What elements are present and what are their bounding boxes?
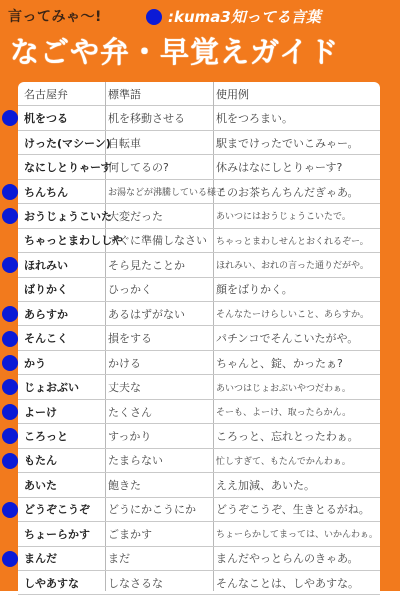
standard-word: あるはずがない bbox=[108, 307, 185, 321]
nagoya-word: よーけ bbox=[24, 405, 57, 419]
usage-example: ええ加減、あいた。 bbox=[216, 478, 315, 492]
usage-example: ほれみい、おれの言った通りだがや。 bbox=[216, 261, 369, 272]
table-row bbox=[18, 155, 380, 179]
usage-example: 休みはなにしとりゃーす? bbox=[216, 161, 343, 175]
table-row bbox=[18, 278, 380, 302]
standard-word: かける bbox=[108, 356, 141, 370]
usage-example: このお茶ちんちんだぎゃあ。 bbox=[216, 185, 359, 199]
known-marker-icon bbox=[2, 502, 18, 518]
nagoya-word: どうぞこうぞ bbox=[24, 503, 90, 517]
standard-word: すぐに準備しなさい bbox=[108, 234, 207, 248]
nagoya-word: ちょーらかす bbox=[24, 527, 90, 541]
legend bbox=[146, 6, 321, 27]
standard-word: たまらない bbox=[108, 454, 163, 468]
known-marker-icon bbox=[2, 453, 18, 469]
known-marker-icon bbox=[2, 184, 18, 200]
table-row bbox=[18, 522, 380, 546]
nagoya-word: あらすか bbox=[24, 307, 68, 321]
usage-example: そんなことは、しやあすな。 bbox=[216, 576, 359, 590]
standard-word: しなさるな bbox=[108, 576, 163, 590]
known-marker-icon bbox=[2, 404, 18, 420]
table-row bbox=[18, 375, 380, 399]
table-row bbox=[18, 571, 380, 595]
nagoya-word: じょおぶい bbox=[24, 381, 79, 395]
usage-example: 机をつろまい。 bbox=[216, 112, 293, 126]
column-header-example: 使用例 bbox=[216, 87, 249, 101]
table-row bbox=[18, 449, 380, 473]
nagoya-word: ころっと bbox=[24, 430, 68, 444]
standard-word: どうにかこうにか bbox=[108, 503, 196, 517]
nagoya-word: もたん bbox=[24, 454, 57, 468]
nagoya-word: なにしとりゃーす bbox=[24, 161, 112, 175]
usage-example: ころっと、忘れとったわぁ。 bbox=[216, 430, 359, 444]
standard-word: すっかり bbox=[108, 430, 152, 444]
table-row bbox=[18, 351, 380, 375]
standard-word: ごまかす bbox=[108, 527, 152, 541]
standard-word: そら見たことか bbox=[108, 258, 185, 272]
table-row bbox=[18, 547, 380, 571]
standard-word: まだ bbox=[108, 552, 130, 566]
standard-word: お湯などが沸騰している様子 bbox=[108, 188, 226, 199]
table-row bbox=[18, 204, 380, 228]
dialect-table bbox=[18, 82, 380, 591]
top-bar bbox=[0, 0, 400, 34]
usage-example: まんだやっとらんのきゃあ。 bbox=[216, 552, 359, 566]
table-row bbox=[18, 131, 380, 155]
nagoya-word: かう bbox=[24, 356, 46, 370]
standard-word: ひっかく bbox=[108, 283, 152, 297]
table-row bbox=[18, 498, 380, 522]
usage-example: ちょーらかしてまっては、いかんわぁ。 bbox=[216, 530, 378, 541]
nagoya-word: しやあすな bbox=[24, 576, 79, 590]
standard-word: 自転車 bbox=[108, 136, 141, 150]
known-marker-icon bbox=[2, 331, 18, 347]
standard-word: たくさん bbox=[108, 405, 152, 419]
usage-example: そんなたーけらしいこと、あらすか。 bbox=[216, 310, 370, 321]
usage-example: そーも、よーけ、取ったらかん。 bbox=[216, 408, 352, 419]
known-marker-icon bbox=[2, 257, 18, 273]
usage-example: 顔をばりかく。 bbox=[216, 283, 293, 297]
known-marker-icon bbox=[2, 379, 18, 395]
subtitle: 言ってみゃ〜! bbox=[8, 9, 102, 25]
table-row bbox=[18, 106, 380, 130]
usage-example: ちゃっとまわしせんとおくれるぞー。 bbox=[216, 236, 369, 247]
nagoya-word: ちんちん bbox=[24, 185, 68, 199]
table-row bbox=[18, 180, 380, 204]
table-row bbox=[18, 424, 380, 448]
usage-example: あいつはじょおぶいやつだわぁ。 bbox=[216, 383, 351, 394]
nagoya-word: そんこく bbox=[24, 332, 68, 346]
standard-word: 大変だった bbox=[108, 209, 163, 223]
usage-example: どうぞこうぞ、生きとるがね。 bbox=[216, 503, 370, 517]
table-row bbox=[18, 302, 380, 326]
legend-dot-icon bbox=[146, 9, 162, 25]
legend-label: :kuma3知ってる言葉 bbox=[168, 8, 321, 26]
known-marker-icon bbox=[2, 110, 18, 126]
usage-example: 忙しすぎて、もたんでかんわぁ。 bbox=[216, 456, 351, 467]
table-row bbox=[18, 473, 380, 497]
standard-word: 机を移動させる bbox=[108, 112, 185, 126]
usage-example: パチンコでそんこいたがや。 bbox=[216, 332, 359, 346]
nagoya-word: けった(マシーン) bbox=[24, 136, 111, 150]
nagoya-word: ばりかく bbox=[24, 283, 68, 297]
table-row bbox=[18, 327, 380, 351]
nagoya-word: 机をつる bbox=[24, 112, 68, 126]
usage-example: 駅までけったでいこみゃー。 bbox=[216, 136, 359, 150]
nagoya-word: あいた bbox=[24, 478, 57, 492]
nagoya-word: まんだ bbox=[24, 552, 57, 566]
table-row bbox=[18, 229, 380, 253]
nagoya-word: おうじょうこいた bbox=[24, 209, 112, 223]
table-header bbox=[18, 82, 380, 106]
known-marker-icon bbox=[2, 208, 18, 224]
usage-example: ちゃんと、錠、かったぁ? bbox=[216, 356, 343, 370]
standard-word: 飽きた bbox=[108, 478, 141, 492]
usage-example: あいつにはおうじょうこいたで。 bbox=[216, 212, 351, 223]
column-header-standard: 標準語 bbox=[108, 87, 141, 101]
page-title: なごや弁・早覚えガイド bbox=[10, 35, 340, 69]
nagoya-word: ちゃっとまわししや bbox=[24, 234, 123, 248]
standard-word: 何してるの? bbox=[108, 161, 169, 175]
standard-word: 丈夫な bbox=[108, 381, 141, 395]
nagoya-word: ほれみい bbox=[24, 258, 68, 272]
table-row bbox=[18, 253, 380, 277]
known-marker-icon bbox=[2, 551, 18, 567]
known-marker-icon bbox=[2, 306, 18, 322]
known-marker-icon bbox=[2, 428, 18, 444]
known-marker-icon bbox=[2, 355, 18, 371]
table-row bbox=[18, 400, 380, 424]
standard-word: 損をする bbox=[108, 332, 152, 346]
column-header-nagoya: 名古屋弁 bbox=[24, 87, 68, 101]
